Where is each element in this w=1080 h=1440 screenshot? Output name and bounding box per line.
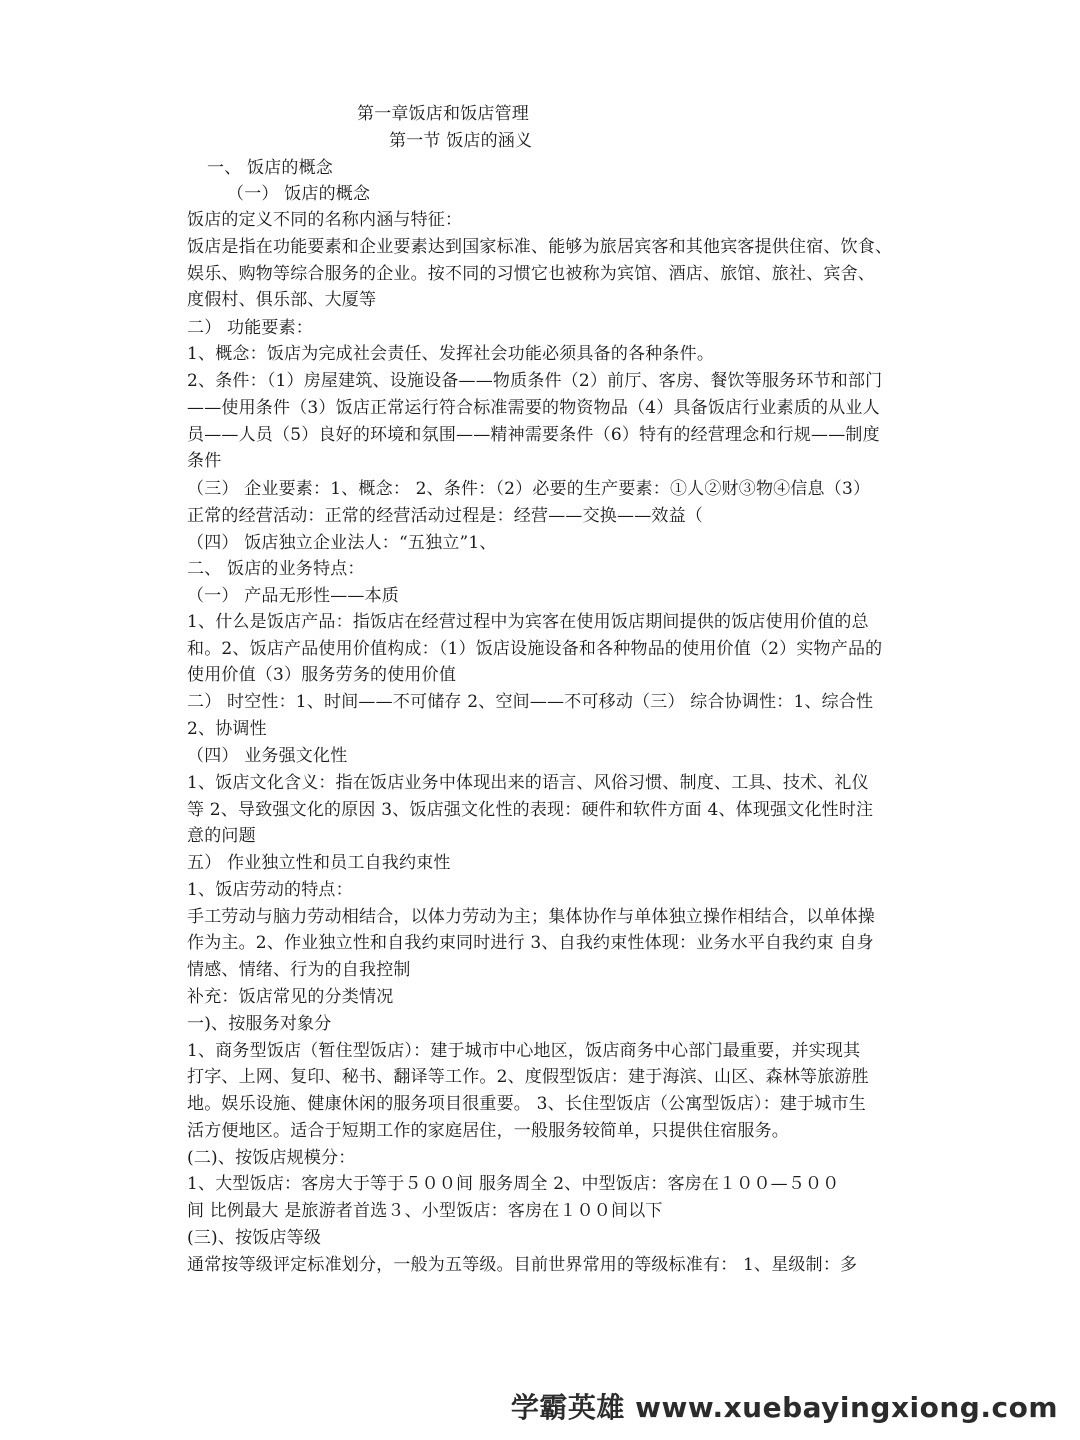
text-line: 1、饭店文化含义：指在饭店业务中体现出来的语言、风俗习惯、制度、工具、技术、礼仪 <box>187 773 869 793</box>
text-line: 通常按等级评定标准划分，一般为五等级。目前世界常用的等级标准有： 1、星级制：多 <box>187 1255 858 1275</box>
text-line: 度假村、俱乐部、大厦等 <box>187 290 377 310</box>
text-line: 2、条件：（1）房屋建筑、设施设备——物质条件（2）前厅、客房、餐饮等服务环节和部门 <box>187 371 883 391</box>
text-line: （一） 饭店的概念 <box>227 184 371 204</box>
text-line: 一、 饭店的概念 <box>207 158 334 178</box>
text-line: 二） 功能要素： <box>187 318 314 338</box>
text-line: 使用价值（3）服务劳务的使用价值 <box>187 665 457 685</box>
text-line: 和。2、饭店产品使用价值构成：（1）饭店设施设备和各种物品的使用价值（2）实物产品的 <box>187 639 883 659</box>
text-line: 作为主。2、作业独立性和自我约束同时进行 3、自我约束性体现：业务水平自我约束 自身 <box>187 933 874 953</box>
site-watermark: 学霸英雄 www.xuebayingxiong.com <box>510 1391 1058 1424</box>
text-line: 补充：饭店常见的分类情况 <box>187 987 394 1007</box>
text-line: (二)、按饭店规模分： <box>187 1148 356 1168</box>
text-line: 1、商务型饭店（暂住型饭店）：建于城市中心地区，饭店商务中心部门最重要，并实现其 <box>187 1041 861 1061</box>
text-line: （四） 业务强文化性 <box>187 746 348 766</box>
text-line: 饭店的定义不同的名称内涵与特征： <box>187 210 463 230</box>
text-line: 2、协调性 <box>187 719 267 739</box>
text-line: 间 比例最大 是旅游者首选３、小型饭店：客房在１００间以下 <box>187 1201 663 1221</box>
text-line: 饭店是指在功能要素和企业要素达到国家标准、能够为旅居宾客和其他宾客提供住宿、饮食、 <box>187 237 893 257</box>
text-line: 1、什么是饭店产品：指饭店在经营过程中为宾客在使用饭店期间提供的饭店使用价值的总 <box>187 612 869 632</box>
text-line: (三)、按饭店等级 <box>187 1228 322 1248</box>
text-line: 员——人员（5）良好的环境和氛围——精神需要条件（6）特有的经营理念和行规——制度 <box>187 425 880 445</box>
text-line: 五） 作业独立性和员工自我约束性 <box>187 853 451 873</box>
text-line: （一） 产品无形性——本质 <box>187 586 400 606</box>
text-line: 正常的经营活动：正常的经营活动过程是：经营——交换——效益（ <box>187 506 703 526</box>
text-line: 二） 时空性：1、时间——不可储存 2、空间——不可移动（三） 综合协调性：1、综合性 <box>187 692 874 712</box>
text-line: 1、饭店劳动的特点： <box>187 880 353 900</box>
chapter-title: 第一章饭店和饭店管理 <box>357 104 529 124</box>
text-line: 打字、上网、复印、秘书、翻译等工作。2、度假型饭店：建于海滨、山区、森林等旅游胜 <box>187 1067 869 1087</box>
text-line: 手工劳动与脑力劳动相结合，以体力劳动为主；集体协作与单体独立操作相结合，以单体操 <box>187 907 875 927</box>
text-line: 情感、情绪、行为的自我控制 <box>187 960 411 980</box>
text-line: 等 2、导致强文化的原因 3、饭店强文化性的表现：硬件和软件方面 4、体现强文化性时注 <box>187 800 874 820</box>
text-line: 意的问题 <box>187 826 256 846</box>
text-line: （四） 饭店独立企业法人：“五独立”1、 <box>187 533 497 553</box>
text-line: 一)、按服务对象分 <box>187 1014 332 1034</box>
text-line: 条件 <box>187 451 222 471</box>
text-line: 娱乐、购物等综合服务的企业。按不同的习惯它也被称为宾馆、酒店、旅馆、旅社、宾舍、 <box>187 264 875 284</box>
text-line: 地。娱乐设施、健康休闲的服务项目很重要。 3、长住型饭店（公寓型饭店）：建于城市生 <box>187 1094 866 1114</box>
text-line: ——使用条件（3）饭店正常运行符合标准需要的物资物品（4）具备饭店行业素质的从业人 <box>187 398 880 418</box>
text-line: 1、概念：饭店为完成社会责任、发挥社会功能必须具备的各种条件。 <box>187 344 715 364</box>
text-line: 1、大型饭店：客房大于等于５００间 服务周全 2、中型饭店：客房在１００—５００ <box>187 1174 840 1194</box>
text-line: （三） 企业要素：1、概念： 2、条件：（2）必要的生产要素：①人②财③物④信息（3） <box>187 479 871 499</box>
text-line: 活方便地区。适合于短期工作的家庭居住，一般服务较简单，只提供住宿服务。 <box>187 1121 789 1141</box>
text-line: 二、 饭店的业务特点： <box>187 559 365 579</box>
section-title: 第一节 饭店的涵义 <box>389 131 533 151</box>
